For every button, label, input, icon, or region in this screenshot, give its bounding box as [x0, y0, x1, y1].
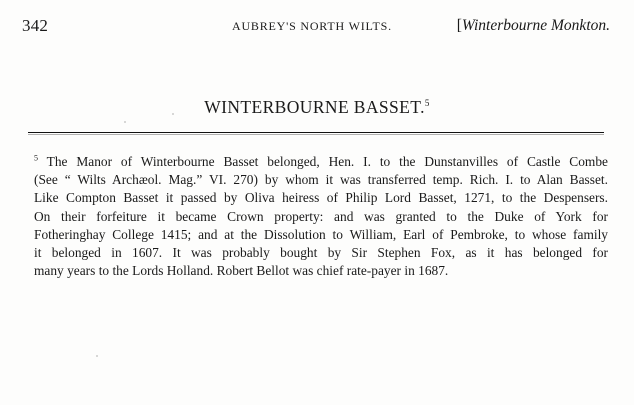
footnote-line: many years to the Lords Holland. Robert Bellot was chief rate-payer in 1687.	[34, 263, 449, 279]
section-reference-bracket: [	[456, 17, 462, 34]
horizontal-rule-shadow	[28, 134, 604, 135]
page-number: 342	[22, 16, 49, 35]
book-title: AUBREY'S NORTH WILTS.	[232, 19, 392, 33]
paper-speck	[96, 355, 98, 357]
footnote-line: Like Compton Basset it passed by Oliva heiress of Philip Lord Basset, 1271, to the Despensers.	[34, 190, 608, 206]
section-reference	[457, 17, 610, 35]
footnote-line-text: The Manor of Winterbourne Basset belonged, Hen. I. to the Dunstanvilles of Castle Combe	[38, 154, 608, 169]
footnote-line	[34, 153, 608, 171]
section-reference-text: Winterbourne Monkton.	[461, 17, 610, 34]
footnote-marker: 5	[34, 153, 38, 163]
footnote-line: Fotheringhay College 1415; and at the Dissolution to William, Earl of Pembroke, to whose family	[34, 226, 608, 242]
footnote-line: it belonged in 1607. It was probably bought by Sir Stephen Fox, as it has belonged for	[34, 245, 608, 261]
paper-speck	[124, 121, 126, 123]
footnote-line: On their forfeiture it became Crown property: and was granted to the Duke of York for	[34, 208, 608, 224]
section-heading-footnote-ref: 5	[424, 98, 430, 109]
section-heading	[0, 97, 634, 118]
horizontal-rule	[28, 132, 604, 133]
footnote-line: (See “ Wilts Archæol. Mag.” VI. 270) by whom it was transferred temp. Rich. I. to Alan Basset.	[34, 172, 608, 188]
running-head	[22, 16, 610, 40]
footnote	[34, 153, 608, 280]
paper-speck	[172, 113, 174, 115]
section-heading-text: WINTERBOURNE BASSET.	[204, 97, 425, 117]
